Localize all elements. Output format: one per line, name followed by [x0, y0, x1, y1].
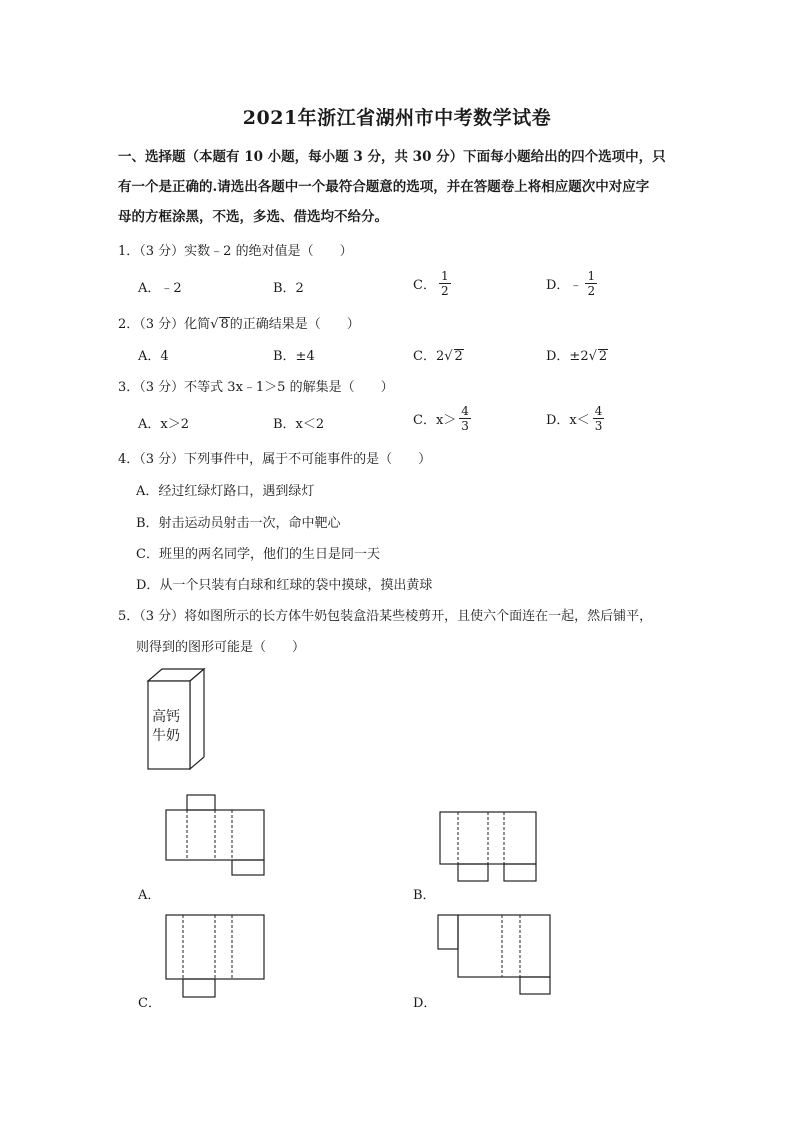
q4-option-d: D．从一个只装有白球和红球的袋中摸球，摸出黄球 — [136, 578, 433, 593]
q1-d-numerator: 1 — [587, 269, 596, 283]
q1-option-b: B．2 — [273, 281, 304, 296]
q3-option-a: A．x＞2 — [138, 417, 189, 432]
q3-d-denominator: 3 — [594, 419, 603, 433]
q4-option-a: A．经过红绿灯路口，遇到绿灯 — [136, 484, 315, 499]
q5-option-d: D． — [413, 996, 437, 1011]
q3-option-d — [546, 405, 604, 432]
q5-option-c: C． — [138, 996, 161, 1011]
q4-option-b: B．射击运动员射击一次，命中靶心 — [136, 516, 341, 531]
section-instructions — [118, 142, 678, 232]
question-2-stem — [118, 313, 360, 332]
section-line-3: 母的方框涂黑，不选，多选、借选均不给分。 — [118, 209, 388, 225]
question-1-stem: 1．（3 分）实数﹣2 的绝对值是（ ） — [118, 244, 353, 259]
section-line-2: 有一个是正确的.请选出各题中一个最符合题意的选项，并在答题卷上将相应题次中对应字 — [118, 179, 650, 195]
page-title: 2021年浙江省湖州市中考数学试卷 — [242, 107, 552, 129]
question-4-stem: 4．（3 分）下列事件中，属于不可能事件的是（ ） — [118, 452, 432, 467]
q2-stem-post: 的正确结果是（ ） — [229, 317, 360, 332]
q1-option-d-prefix: D．﹣ — [546, 278, 583, 293]
net-option-c-figure — [166, 915, 266, 997]
q5-option-a: A． — [138, 888, 161, 903]
section-line-1: 一、选择题（本题有 10 小题，每小题 3 分，共 30 分）下面每小题给出的四个选项中，只 — [118, 149, 666, 165]
net-option-d-figure — [438, 915, 553, 995]
q2-option-d-prefix: D．±2 — [546, 349, 589, 364]
q3-c-denominator: 3 — [461, 419, 469, 433]
q1-d-denominator: 2 — [587, 284, 596, 298]
q3-option-d-prefix: D．x＜ — [546, 413, 590, 428]
sqrt-symbol: √ — [588, 349, 597, 364]
q1-option-c-fraction — [439, 270, 451, 297]
q5-option-b: B． — [413, 888, 436, 903]
q2-option-c — [413, 345, 464, 364]
q2-option-b: B．±4 — [273, 349, 315, 364]
q1-option-a: A．﹣2 — [138, 281, 182, 296]
q1-option-d-fraction — [585, 270, 597, 297]
q3-d-numerator: 4 — [594, 404, 603, 418]
q3-option-b: B．x＜2 — [273, 417, 325, 432]
q2-option-a: A．4 — [138, 349, 169, 364]
sqrt-symbol: √ — [210, 317, 219, 332]
q1-c-denominator: 2 — [440, 284, 449, 298]
q3-option-c-fraction — [459, 405, 471, 432]
question-3-stem: 3．（3 分）不等式 3x﹣1＞5 的解集是（ ） — [118, 380, 394, 395]
q2-d-radicand: 2 — [598, 349, 608, 364]
net-option-b-figure — [440, 812, 540, 892]
q1-c-numerator: 1 — [440, 269, 449, 283]
q4-option-c: C．班里的两名同学，他们的生日是同一天 — [136, 547, 380, 562]
q1-option-c-prefix: C． — [413, 278, 436, 293]
q3-option-d-fraction — [593, 405, 605, 432]
q2-c-radicand: 2 — [454, 349, 463, 364]
q2-stem-radicand: 8 — [220, 317, 229, 332]
q1-option-d — [546, 270, 597, 297]
question-5-stem-line-2: 则得到的图形可能是（ ） — [136, 640, 306, 655]
q3-option-c — [413, 405, 471, 432]
q1-option-c — [413, 270, 451, 297]
q2-option-d — [546, 345, 608, 364]
q3-option-c-prefix: C．x＞ — [413, 413, 457, 428]
sqrt-symbol: √ — [444, 349, 453, 364]
q2-option-c-prefix: C．2 — [413, 349, 445, 364]
milk-box-label-line-1: 高钙 — [152, 709, 180, 725]
q3-c-numerator: 4 — [461, 404, 469, 418]
q2-stem-pre: 2．（3 分）化简 — [118, 317, 211, 332]
net-option-a-figure — [166, 795, 266, 875]
milk-box-label-line-2: 牛奶 — [152, 728, 180, 744]
milk-box-label — [152, 708, 180, 746]
question-5-stem-line-1: 5．（3 分）将如图所示的长方体牛奶包装盒沿某些棱剪开，且使六个面连在一起，然后铺平， — [118, 609, 653, 624]
